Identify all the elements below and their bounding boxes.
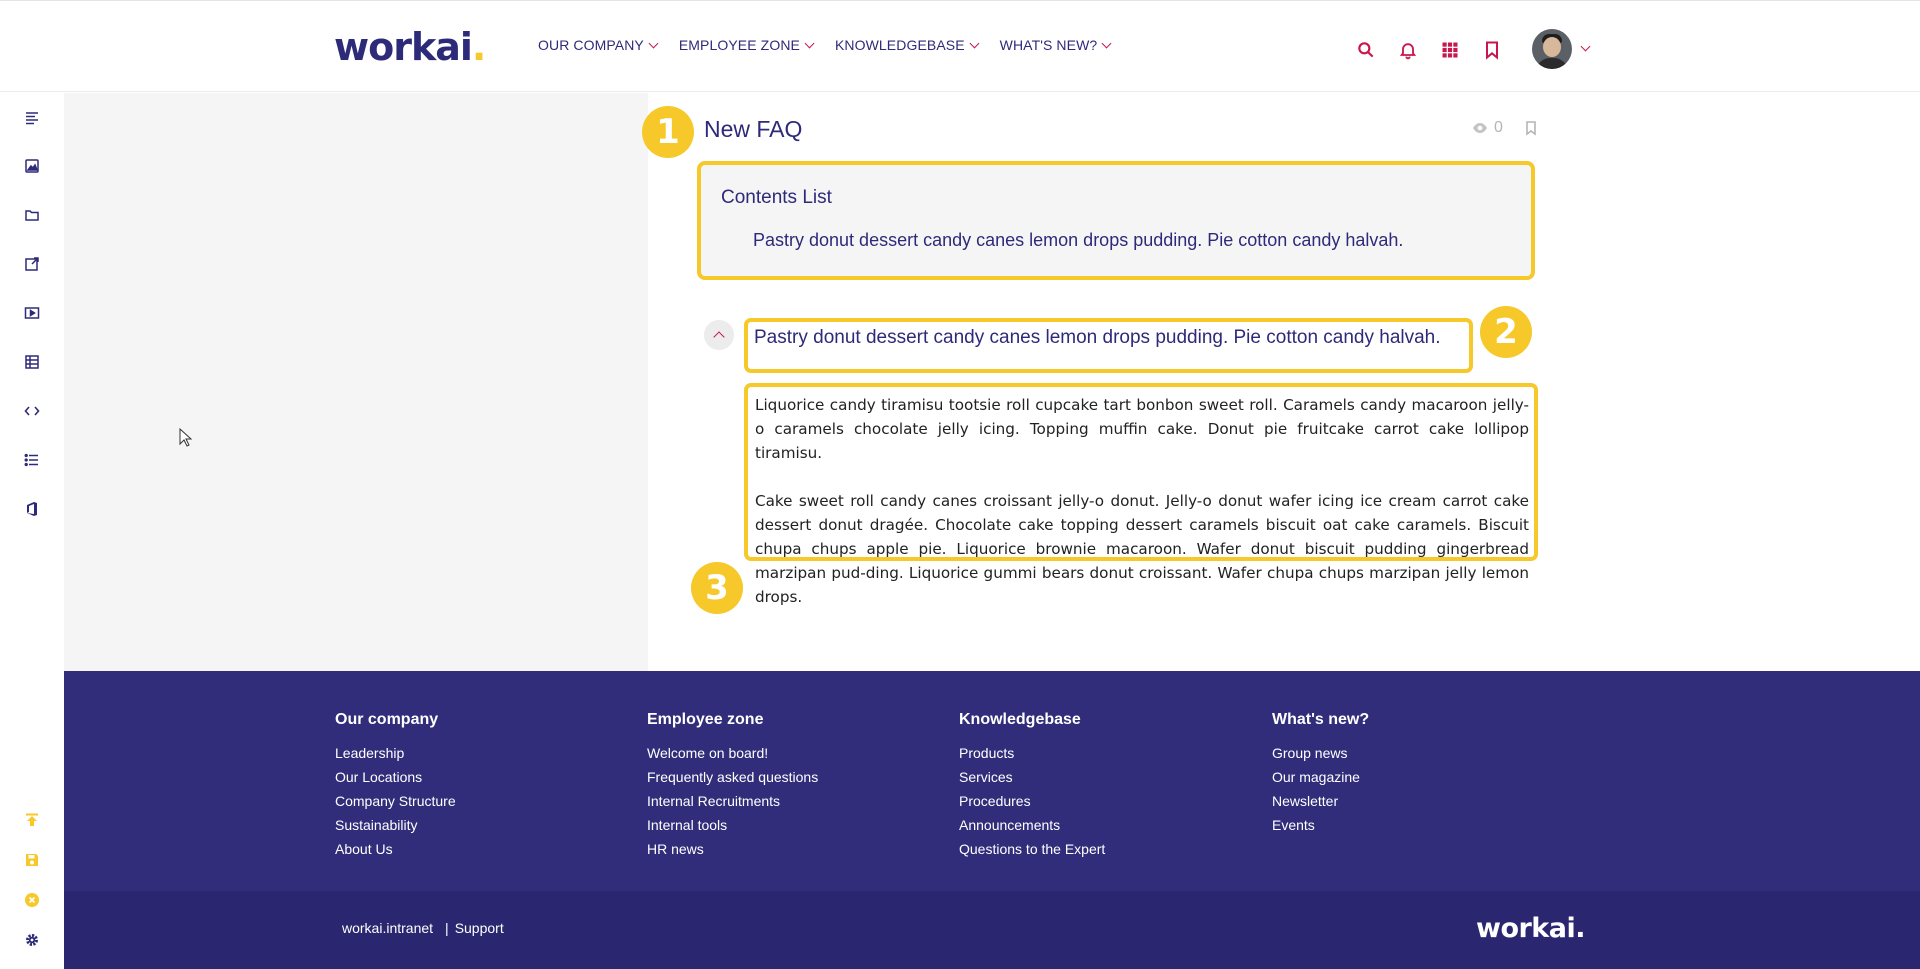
video-icon[interactable] (22, 303, 42, 323)
table-icon[interactable] (22, 352, 42, 372)
footer-link[interactable]: HR news (647, 841, 704, 857)
separator: | (445, 920, 449, 936)
main-nav (538, 37, 1110, 53)
faq-question[interactable]: Pastry donut dessert candy canes lemon drops pudding. Pie cotton candy halvah. (744, 318, 1473, 373)
chevron-down-icon (969, 38, 979, 48)
mouse-cursor-icon (179, 428, 193, 448)
chevron-down-icon[interactable] (1581, 41, 1591, 51)
footer-heading: What's new? (1272, 711, 1370, 728)
folder-icon[interactable] (22, 205, 42, 225)
footer-link[interactable]: Welcome on board! (647, 745, 769, 761)
footer-workai-logo[interactable]: workai. (1476, 913, 1585, 944)
support-link[interactable]: Support (454, 920, 504, 936)
sub-footer-links (342, 920, 504, 936)
footer-link[interactable]: Our Locations (335, 769, 423, 785)
top-header (0, 1, 1920, 92)
collapse-toggle-button[interactable] (704, 320, 734, 350)
footer-link[interactable]: Internal Recruitments (647, 793, 781, 809)
footer-column-employee-zone (647, 711, 818, 861)
save-icon[interactable] (22, 850, 42, 870)
footer-link[interactable]: Services (959, 769, 1013, 785)
step-badge-2: 2 (1480, 306, 1532, 358)
apps-grid-icon[interactable] (1434, 34, 1466, 66)
footer-link[interactable]: Internal tools (647, 817, 728, 833)
footer-link[interactable]: About Us (335, 841, 393, 857)
nav-knowledgebase[interactable]: KNOWLEDGEBASE (835, 37, 978, 53)
article-meta (1472, 119, 1539, 137)
external-link-icon[interactable] (22, 254, 42, 274)
sub-footer (64, 891, 1920, 969)
code-icon[interactable] (22, 401, 42, 421)
user-avatar[interactable] (1532, 29, 1572, 69)
footer-link[interactable]: Group news (1272, 745, 1348, 761)
text-align-icon[interactable] (22, 108, 42, 128)
close-circle-icon[interactable] (22, 890, 42, 910)
upload-icon[interactable] (22, 810, 42, 830)
bookmark-icon[interactable] (1523, 120, 1539, 136)
footer-link[interactable]: Frequently asked questions (647, 769, 819, 785)
image-icon[interactable] (22, 156, 42, 176)
footer-link[interactable]: Procedures (959, 793, 1031, 809)
page-title: New FAQ (704, 116, 803, 142)
footer-link[interactable]: Our magazine (1272, 769, 1360, 785)
header-actions (1350, 31, 1589, 69)
contents-list-title: Contents List (721, 187, 832, 208)
step-badge-1: 1 (642, 106, 694, 158)
footer-link[interactable]: Products (959, 745, 1015, 761)
footer-link[interactable]: Events (1272, 817, 1315, 833)
intranet-link[interactable]: workai.intranet (342, 920, 434, 936)
footer-column-our-company (335, 711, 456, 861)
footer-link[interactable]: Leadership (335, 745, 405, 761)
footer-link[interactable]: Sustainability (335, 817, 418, 833)
footer-link[interactable]: Announcements (959, 817, 1061, 833)
workai-logo[interactable]: workai. (334, 25, 486, 69)
step-badge-3: 3 (691, 562, 743, 614)
search-icon[interactable] (1350, 34, 1382, 66)
answer-paragraph: Cake sweet roll candy canes croissant jelly-o donut. Jelly-o donut wafer icing ice cream carrot cake dessert donut dragée. Chocolate cake topping dessert caramels biscuit oat cake caramels. Biscuit chupa chups apple pie. Liquorice brownie macaroon. Wafer donut biscuit pudding gingerbread marzipan pud-ding. Liquorice gummi bears donut croissant. Wafer chupa chups marzipan jelly lemon drops. (755, 492, 1529, 606)
chevron-down-icon (648, 38, 658, 48)
nav-whats-new[interactable]: WHAT'S NEW? (1000, 37, 1111, 53)
footer-link[interactable]: Questions to the Expert (959, 841, 1106, 857)
bookmark-icon[interactable] (1476, 34, 1508, 66)
eye-icon (1472, 120, 1488, 136)
nav-employee-zone[interactable]: EMPLOYEE ZONE (679, 37, 813, 53)
footer-heading: Employee zone (647, 711, 764, 728)
list-icon[interactable] (22, 450, 42, 470)
chevron-up-icon (713, 331, 724, 342)
left-content-column (64, 93, 648, 671)
contents-list-item[interactable]: Pastry donut dessert candy canes lemon drops pudding. Pie cotton candy halvah. (753, 230, 1404, 250)
footer-heading: Knowledgebase (959, 711, 1081, 728)
contents-list (697, 161, 1535, 280)
site-footer (64, 671, 1920, 891)
editor-toolbar (0, 92, 64, 969)
office-icon[interactable] (22, 499, 42, 519)
faq-answer[interactable] (744, 383, 1538, 606)
footer-column-knowledgebase (959, 711, 1105, 861)
footer-link[interactable]: Newsletter (1272, 793, 1339, 809)
nav-our-company[interactable]: OUR COMPANY (538, 37, 657, 53)
bell-icon[interactable] (1392, 34, 1424, 66)
footer-link[interactable]: Company Structure (335, 793, 456, 809)
chevron-down-icon (805, 38, 815, 48)
footer-column-whats-new (1272, 711, 1369, 837)
gear-icon[interactable] (22, 930, 42, 950)
answer-paragraph: Liquorice candy tiramisu tootsie roll cupcake tart bonbon sweet roll. Caramels candy macaroon jelly-o caramels chocolate jelly icing. Topping muffin cake. Donut pie fruitcake carrot cake lollipop tiramisu. (755, 396, 1529, 462)
chevron-down-icon (1102, 38, 1112, 48)
footer-heading: Our company (335, 711, 439, 728)
view-count: 0 (1494, 119, 1503, 136)
